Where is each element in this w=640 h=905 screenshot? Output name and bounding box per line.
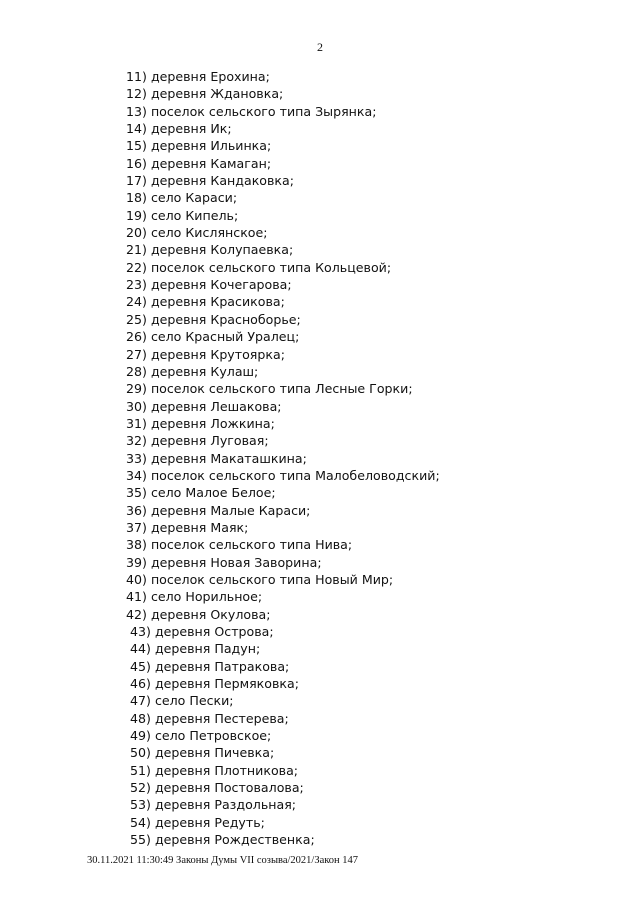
list-item: 46) деревня Пермяковка; — [130, 676, 299, 692]
page-number: 2 — [317, 40, 323, 54]
list-item: 50) деревня Пичевка; — [130, 745, 275, 761]
list-item: 49) село Петровское; — [130, 728, 272, 744]
list-item: 17) деревня Кандаковка; — [126, 173, 294, 189]
list-item: 33) деревня Макаташкина; — [126, 450, 307, 466]
list-item: 15) деревня Ильинка; — [126, 138, 272, 154]
list-item: 40) поселок сельского типа Новый Мир; — [126, 571, 394, 587]
list-item: 43) деревня Острова; — [130, 624, 274, 639]
list-item: 13) поселок сельского типа Зырянка; — [126, 103, 377, 119]
list-item: 48) деревня Пестерева; — [130, 710, 289, 726]
list-item: 19) село Кипель; — [126, 207, 239, 223]
list-item: 16) деревня Камаган; — [126, 155, 272, 171]
list-item: 31) деревня Ложкина; — [126, 415, 275, 431]
list-item: 22) поселок сельского типа Кольцевой; — [126, 259, 392, 275]
list-item: 53) деревня Раздольная; — [130, 797, 297, 813]
list-item: 36) деревня Малые Караси; — [126, 502, 311, 518]
list-item: 38) поселок сельского типа Нива; — [126, 537, 353, 553]
list-item: 42) деревня Окулова; — [126, 606, 271, 622]
list-item: 20) село Кислянское; — [126, 225, 268, 241]
document-footer: 30.11.2021 11:30:49 Законы Думы VII созыва/2021/Закон 147 — [87, 855, 359, 866]
list-item: 39) деревня Новая Заворина; — [126, 554, 322, 570]
list-item: 27) деревня Крутоярка; — [126, 346, 285, 362]
list-item: 35) село Малое Белое; — [126, 485, 276, 501]
list-item: 24) деревня Красикова; — [126, 294, 285, 310]
list-item: 54) деревня Редуть; — [130, 814, 265, 830]
list-item: 23) деревня Кочегарова; — [126, 277, 292, 293]
list-item: 18) село Караси; — [126, 190, 238, 206]
list-item: 34) поселок сельского типа Малобеловодский; — [126, 467, 440, 483]
list-item: 47) село Пески; — [130, 693, 234, 709]
list-item: 52) деревня Постовалова; — [130, 780, 304, 796]
list-item: 26) село Красный Уралец; — [126, 329, 300, 345]
settlement-list — [126, 68, 440, 848]
list-item: 55) деревня Рождественка; — [130, 832, 315, 848]
list-item: 41) село Норильное; — [126, 589, 263, 605]
list-item: 32) деревня Луговая; — [126, 433, 269, 449]
list-item: 25) деревня Красноборье; — [126, 311, 301, 327]
list-item: 30) деревня Лешакова; — [126, 398, 282, 414]
list-item: 12) деревня Ждановка; — [126, 86, 284, 102]
list-item: 14) деревня Ик; — [126, 121, 232, 137]
list-item: 51) деревня Плотникова; — [130, 762, 299, 778]
list-item: 28) деревня Кулаш; — [126, 363, 259, 379]
list-item: 29) поселок сельского типа Лесные Горки; — [126, 381, 413, 397]
list-item: 37) деревня Маяк; — [126, 519, 249, 535]
list-item: 11) деревня Ерохина; — [126, 69, 270, 84]
list-item: 21) деревня Колупаевка; — [126, 242, 294, 258]
list-item: 45) деревня Патракова; — [130, 658, 290, 674]
list-item: 44) деревня Падун; — [130, 641, 261, 657]
